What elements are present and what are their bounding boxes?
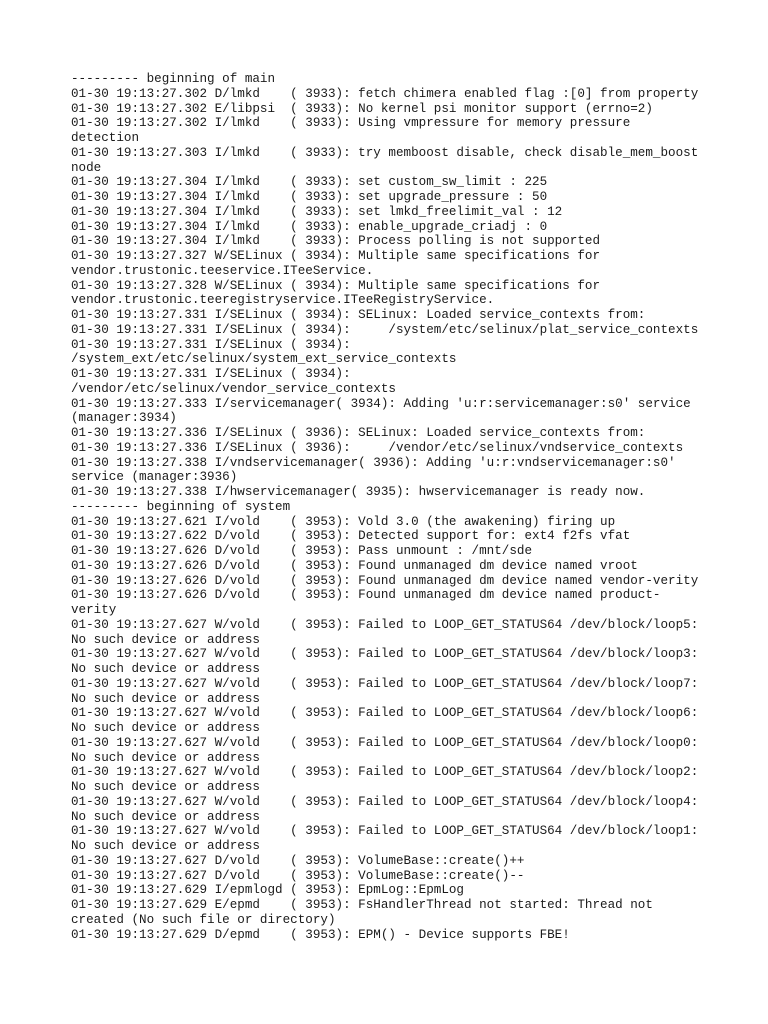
log-line: /vendor/etc/selinux/vendor_service_contexts — [71, 381, 396, 396]
log-line: No such device or address — [71, 750, 260, 765]
log-line: --------- beginning of main — [71, 72, 276, 86]
log-line: 01-30 19:13:27.302 I/lmkd ( 3933): Using vmpressure for memory pressure — [71, 116, 631, 131]
log-line: 01-30 19:13:27.304 I/lmkd ( 3933): enable_upgrade_criadj : 0 — [71, 219, 548, 234]
log-line: 01-30 19:13:27.331 I/SELinux ( 3934): /system/etc/selinux/plat_service_contexts — [71, 322, 699, 337]
log-line: 01-30 19:13:27.336 I/SELinux ( 3936): SELinux: Loaded service_contexts from: — [71, 426, 646, 440]
log-line: --------- beginning of system — [71, 499, 291, 514]
log-document — [71, 72, 711, 942]
log-line: 01-30 19:13:27.302 E/libpsi ( 3933): No kernel psi monitor support (errno=2) — [71, 101, 653, 116]
log-line: 01-30 19:13:27.304 I/lmkd ( 3933): set custom_sw_limit : 225 — [71, 175, 548, 190]
log-line: vendor.trustonic.teeregistryservice.ITeeRegistryService. — [71, 293, 495, 308]
log-line: 01-30 19:13:27.627 W/vold ( 3953): Failed to LOOP_GET_STATUS64 /dev/block/loop4: — [71, 794, 699, 809]
log-line: (manager:3934) — [71, 411, 177, 426]
log-line: verity — [71, 603, 117, 617]
log-line: vendor.trustonic.teeservice.ITeeService. — [71, 263, 374, 278]
log-line: 01-30 19:13:27.338 I/hwservicemanager( 3935): hwservicemanager is ready now. — [71, 485, 646, 499]
log-line: 01-30 19:13:27.626 D/vold ( 3953): Found unmanaged dm device named vroot — [71, 558, 638, 573]
log-line: 01-30 19:13:27.331 I/SELinux ( 3934): SELinux: Loaded service_contexts from: — [71, 308, 646, 322]
log-line: 01-30 19:13:27.629 E/epmd ( 3953): FsHandlerThread not started: Thread not — [71, 898, 653, 912]
log-line: 01-30 19:13:27.627 W/vold ( 3953): Failed to LOOP_GET_STATUS64 /dev/block/loop7: — [71, 676, 699, 691]
log-line: 01-30 19:13:27.629 D/epmd ( 3953): EPM() - Device supports FBE! — [71, 927, 570, 942]
log-line: node — [71, 160, 102, 175]
log-line: 01-30 19:13:27.621 I/vold ( 3953): Vold 3.0 (the awakening) firing up — [71, 514, 616, 529]
log-line: 01-30 19:13:27.336 I/SELinux ( 3936): /vendor/etc/selinux/vndservice_contexts — [71, 440, 684, 455]
log-line: service (manager:3936) — [71, 470, 238, 485]
log-line: 01-30 19:13:27.627 W/vold ( 3953): Failed to LOOP_GET_STATUS64 /dev/block/loop6: — [71, 706, 699, 721]
log-line: 01-30 19:13:27.627 W/vold ( 3953): Failed to LOOP_GET_STATUS64 /dev/block/loop2: — [71, 765, 699, 780]
log-line: 01-30 19:13:27.626 D/vold ( 3953): Pass unmount : /mnt/sde — [71, 544, 533, 558]
log-line: 01-30 19:13:27.338 I/vndservicemanager( 3936): Adding 'u:r:vndservicemanager:s0' — [71, 455, 676, 470]
log-line: 01-30 19:13:27.627 D/vold ( 3953): VolumeBase::create()++ — [71, 853, 525, 868]
log-line: No such device or address — [71, 809, 260, 824]
log-line: 01-30 19:13:27.627 W/vold ( 3953): Failed to LOOP_GET_STATUS64 /dev/block/loop3: — [71, 647, 699, 662]
log-line: 01-30 19:13:27.627 W/vold ( 3953): Failed to LOOP_GET_STATUS64 /dev/block/loop1: — [71, 824, 699, 839]
log-line: 01-30 19:13:27.629 I/epmlogd ( 3953): EpmLog::EpmLog — [71, 883, 464, 898]
log-line: No such device or address — [71, 662, 260, 676]
log-line: 01-30 19:13:27.626 D/vold ( 3953): Found unmanaged dm device named vendor-verity — [71, 573, 699, 588]
log-line: 01-30 19:13:27.304 I/lmkd ( 3933): Process polling is not supported — [71, 234, 601, 249]
log-line: 01-30 19:13:27.622 D/vold ( 3953): Detected support for: ext4 f2fs vfat — [71, 529, 631, 544]
log-line: 01-30 19:13:27.327 W/SELinux ( 3934): Multiple same specifications for — [71, 249, 601, 263]
log-line: 01-30 19:13:27.328 W/SELinux ( 3934): Multiple same specifications for — [71, 278, 601, 293]
log-line: created (No such file or directory) — [71, 912, 336, 927]
log-line: No such device or address — [71, 632, 260, 647]
log-line: 01-30 19:13:27.331 I/SELinux ( 3934): — [71, 337, 351, 352]
log-line: 01-30 19:13:27.626 D/vold ( 3953): Found unmanaged dm device named product- — [71, 588, 661, 603]
log-line: 01-30 19:13:27.627 W/vold ( 3953): Failed to LOOP_GET_STATUS64 /dev/block/loop5: — [71, 617, 699, 632]
log-line: 01-30 19:13:27.331 I/SELinux ( 3934): — [71, 367, 351, 381]
log-line: No such device or address — [71, 839, 260, 853]
log-line: 01-30 19:13:27.302 D/lmkd ( 3933): fetch chimera enabled flag :[0] from property — [71, 86, 699, 101]
log-line: detection — [71, 131, 140, 145]
log-line: 01-30 19:13:27.303 I/lmkd ( 3933): try memboost disable, check disable_mem_boost — [71, 145, 699, 160]
log-line: 01-30 19:13:27.627 D/vold ( 3953): VolumeBase::create()-- — [71, 868, 525, 883]
log-line: No such device or address — [71, 721, 260, 735]
log-line: No such device or address — [71, 691, 260, 706]
log-line: 01-30 19:13:27.627 W/vold ( 3953): Failed to LOOP_GET_STATUS64 /dev/block/loop0: — [71, 735, 699, 750]
log-line: 01-30 19:13:27.304 I/lmkd ( 3933): set lmkd_freelimit_val : 12 — [71, 204, 563, 219]
log-line: 01-30 19:13:27.304 I/lmkd ( 3933): set upgrade_pressure : 50 — [71, 190, 548, 204]
log-line: No such device or address — [71, 780, 260, 794]
log-line: /system_ext/etc/selinux/system_ext_service_contexts — [71, 352, 457, 367]
log-line: 01-30 19:13:27.333 I/servicemanager( 3934): Adding 'u:r:servicemanager:s0' service — [71, 396, 691, 411]
